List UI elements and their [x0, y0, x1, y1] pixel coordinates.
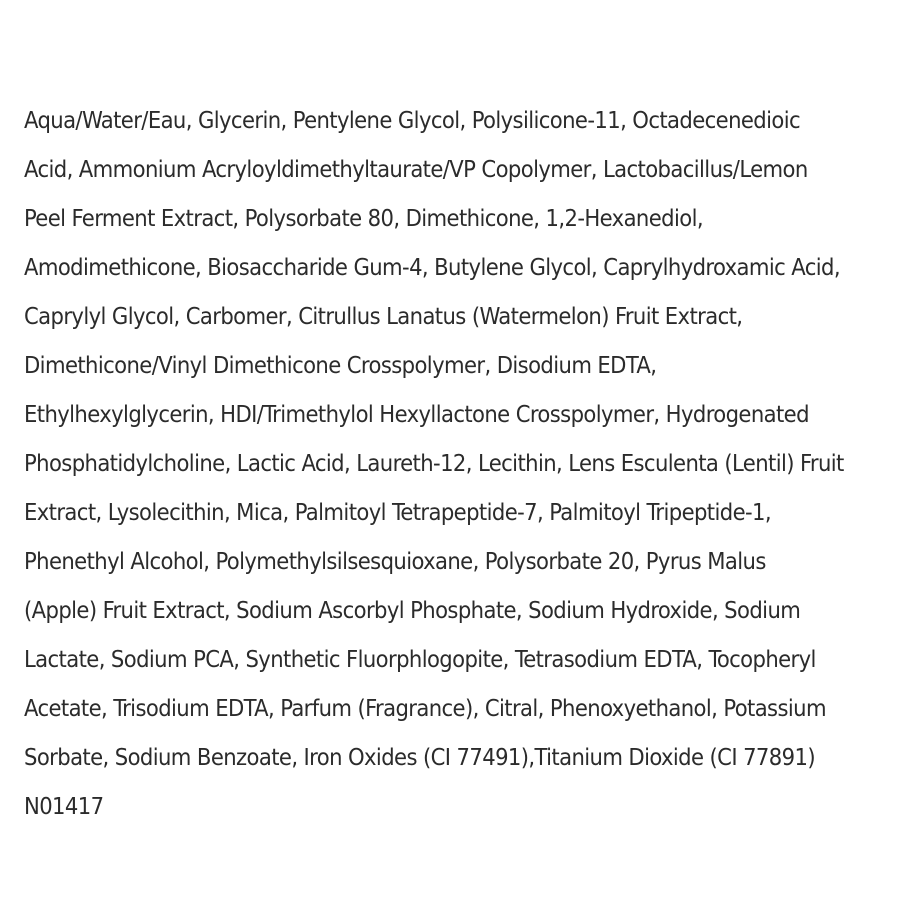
ingredients-line: Dimethicone/Vinyl Dimethicone Crosspolymer, Disodium EDTA, [24, 351, 657, 379]
ingredients-line: Peel Ferment Extract, Polysorbate 80, Dimethicone, 1,2-Hexanediol, [24, 204, 703, 232]
ingredients-line: Sorbate, Sodium Benzoate, Iron Oxides (CI 77491),Titanium Dioxide (CI 77891) [24, 743, 815, 771]
ingredients-line: Aqua/Water/Eau, Glycerin, Pentylene Glycol, Polysilicone-11, Octadecenedioic [24, 106, 801, 134]
ingredients-line: Extract, Lysolecithin, Mica, Palmitoyl Tetrapeptide-7, Palmitoyl Tripeptide-1, [24, 498, 771, 526]
ingredients-line: Acetate, Trisodium EDTA, Parfum (Fragrance), Citral, Phenoxyethanol, Potassium [24, 694, 826, 722]
ingredients-line: Phenethyl Alcohol, Polymethylsilsesquioxane, Polysorbate 20, Pyrus Malus [24, 547, 766, 575]
ingredients-line: Ethylhexylglycerin, HDI/Trimethylol Hexyllactone Crosspolymer, Hydrogenated [24, 400, 809, 428]
ingredients-line: Lactate, Sodium PCA, Synthetic Fluorphlogopite, Tetrasodium EDTA, Tocopheryl [24, 645, 816, 673]
ingredients-line: Amodimethicone, Biosaccharide Gum-4, Butylene Glycol, Caprylhydroxamic Acid, [24, 253, 840, 281]
ingredients-line: (Apple) Fruit Extract, Sodium Ascorbyl Phosphate, Sodium Hydroxide, Sodium [24, 596, 801, 624]
ingredients-line: Phosphatidylcholine, Lactic Acid, Laureth-12, Lecithin, Lens Esculenta (Lentil) Fruit [24, 449, 844, 477]
ingredients-line: Acid, Ammonium Acryloyldimethyltaurate/VP Copolymer, Lactobacillus/Lemon [24, 155, 808, 183]
ingredients-list [24, 96, 894, 831]
product-code: N01417 [24, 792, 104, 820]
ingredients-line: Caprylyl Glycol, Carbomer, Citrullus Lanatus (Watermelon) Fruit Extract, [24, 302, 743, 330]
